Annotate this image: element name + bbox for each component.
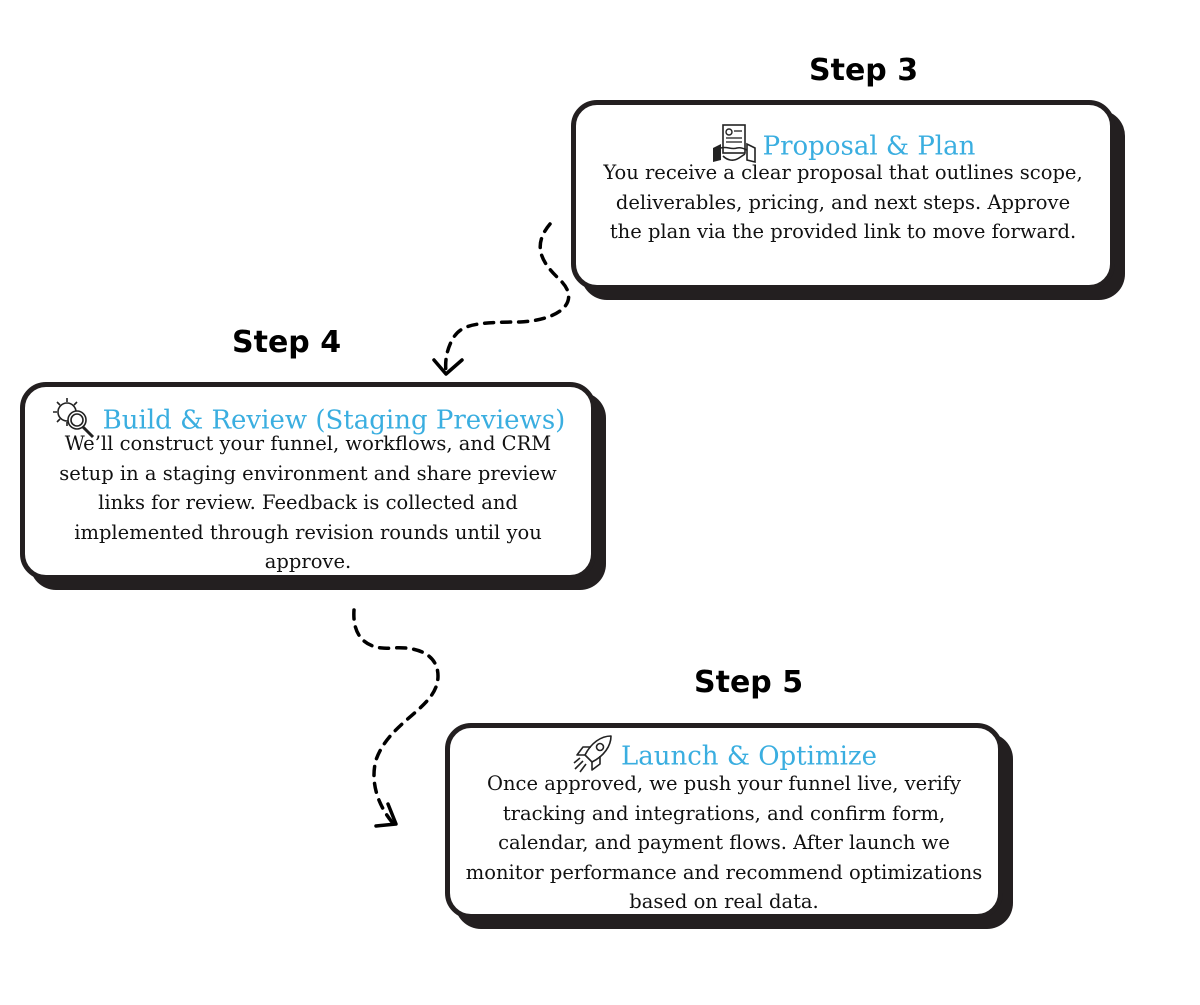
connector-step4-to-step5 xyxy=(354,610,438,822)
step-3-title: Proposal & Plan xyxy=(762,131,976,162)
step-4-title: Build & Review (Staging Previews) xyxy=(102,405,566,436)
step-3-card xyxy=(571,100,1115,290)
step-4-description: We’ll construct your funnel, workflows, and CRM setup in a staging environment and share preview links for review. Feedback is collected and implemented through revision rounds until you approve. xyxy=(59,432,557,573)
step-4-card xyxy=(20,382,596,580)
connector-step3-to-step4 xyxy=(446,224,569,372)
step-3-description: You receive a clear proposal that outlines scope, deliverables, pricing, and next steps. Approve the plan via the provided link to move forward. xyxy=(603,161,1083,243)
step-5-card xyxy=(445,723,1003,919)
step-3-label: Step 3 xyxy=(809,53,919,88)
step-5-title: Launch & Optimize xyxy=(620,741,877,772)
step-5-label: Step 5 xyxy=(694,665,804,700)
arrowhead-step4 xyxy=(434,360,462,374)
step-5-description: Once approved, we push your funnel live, verify tracking and integrations, and confirm form, calendar, and payment flows. After launch we monitor performance and recommend optimizations based on real data. xyxy=(465,772,983,913)
step-4-label: Step 4 xyxy=(232,325,342,360)
